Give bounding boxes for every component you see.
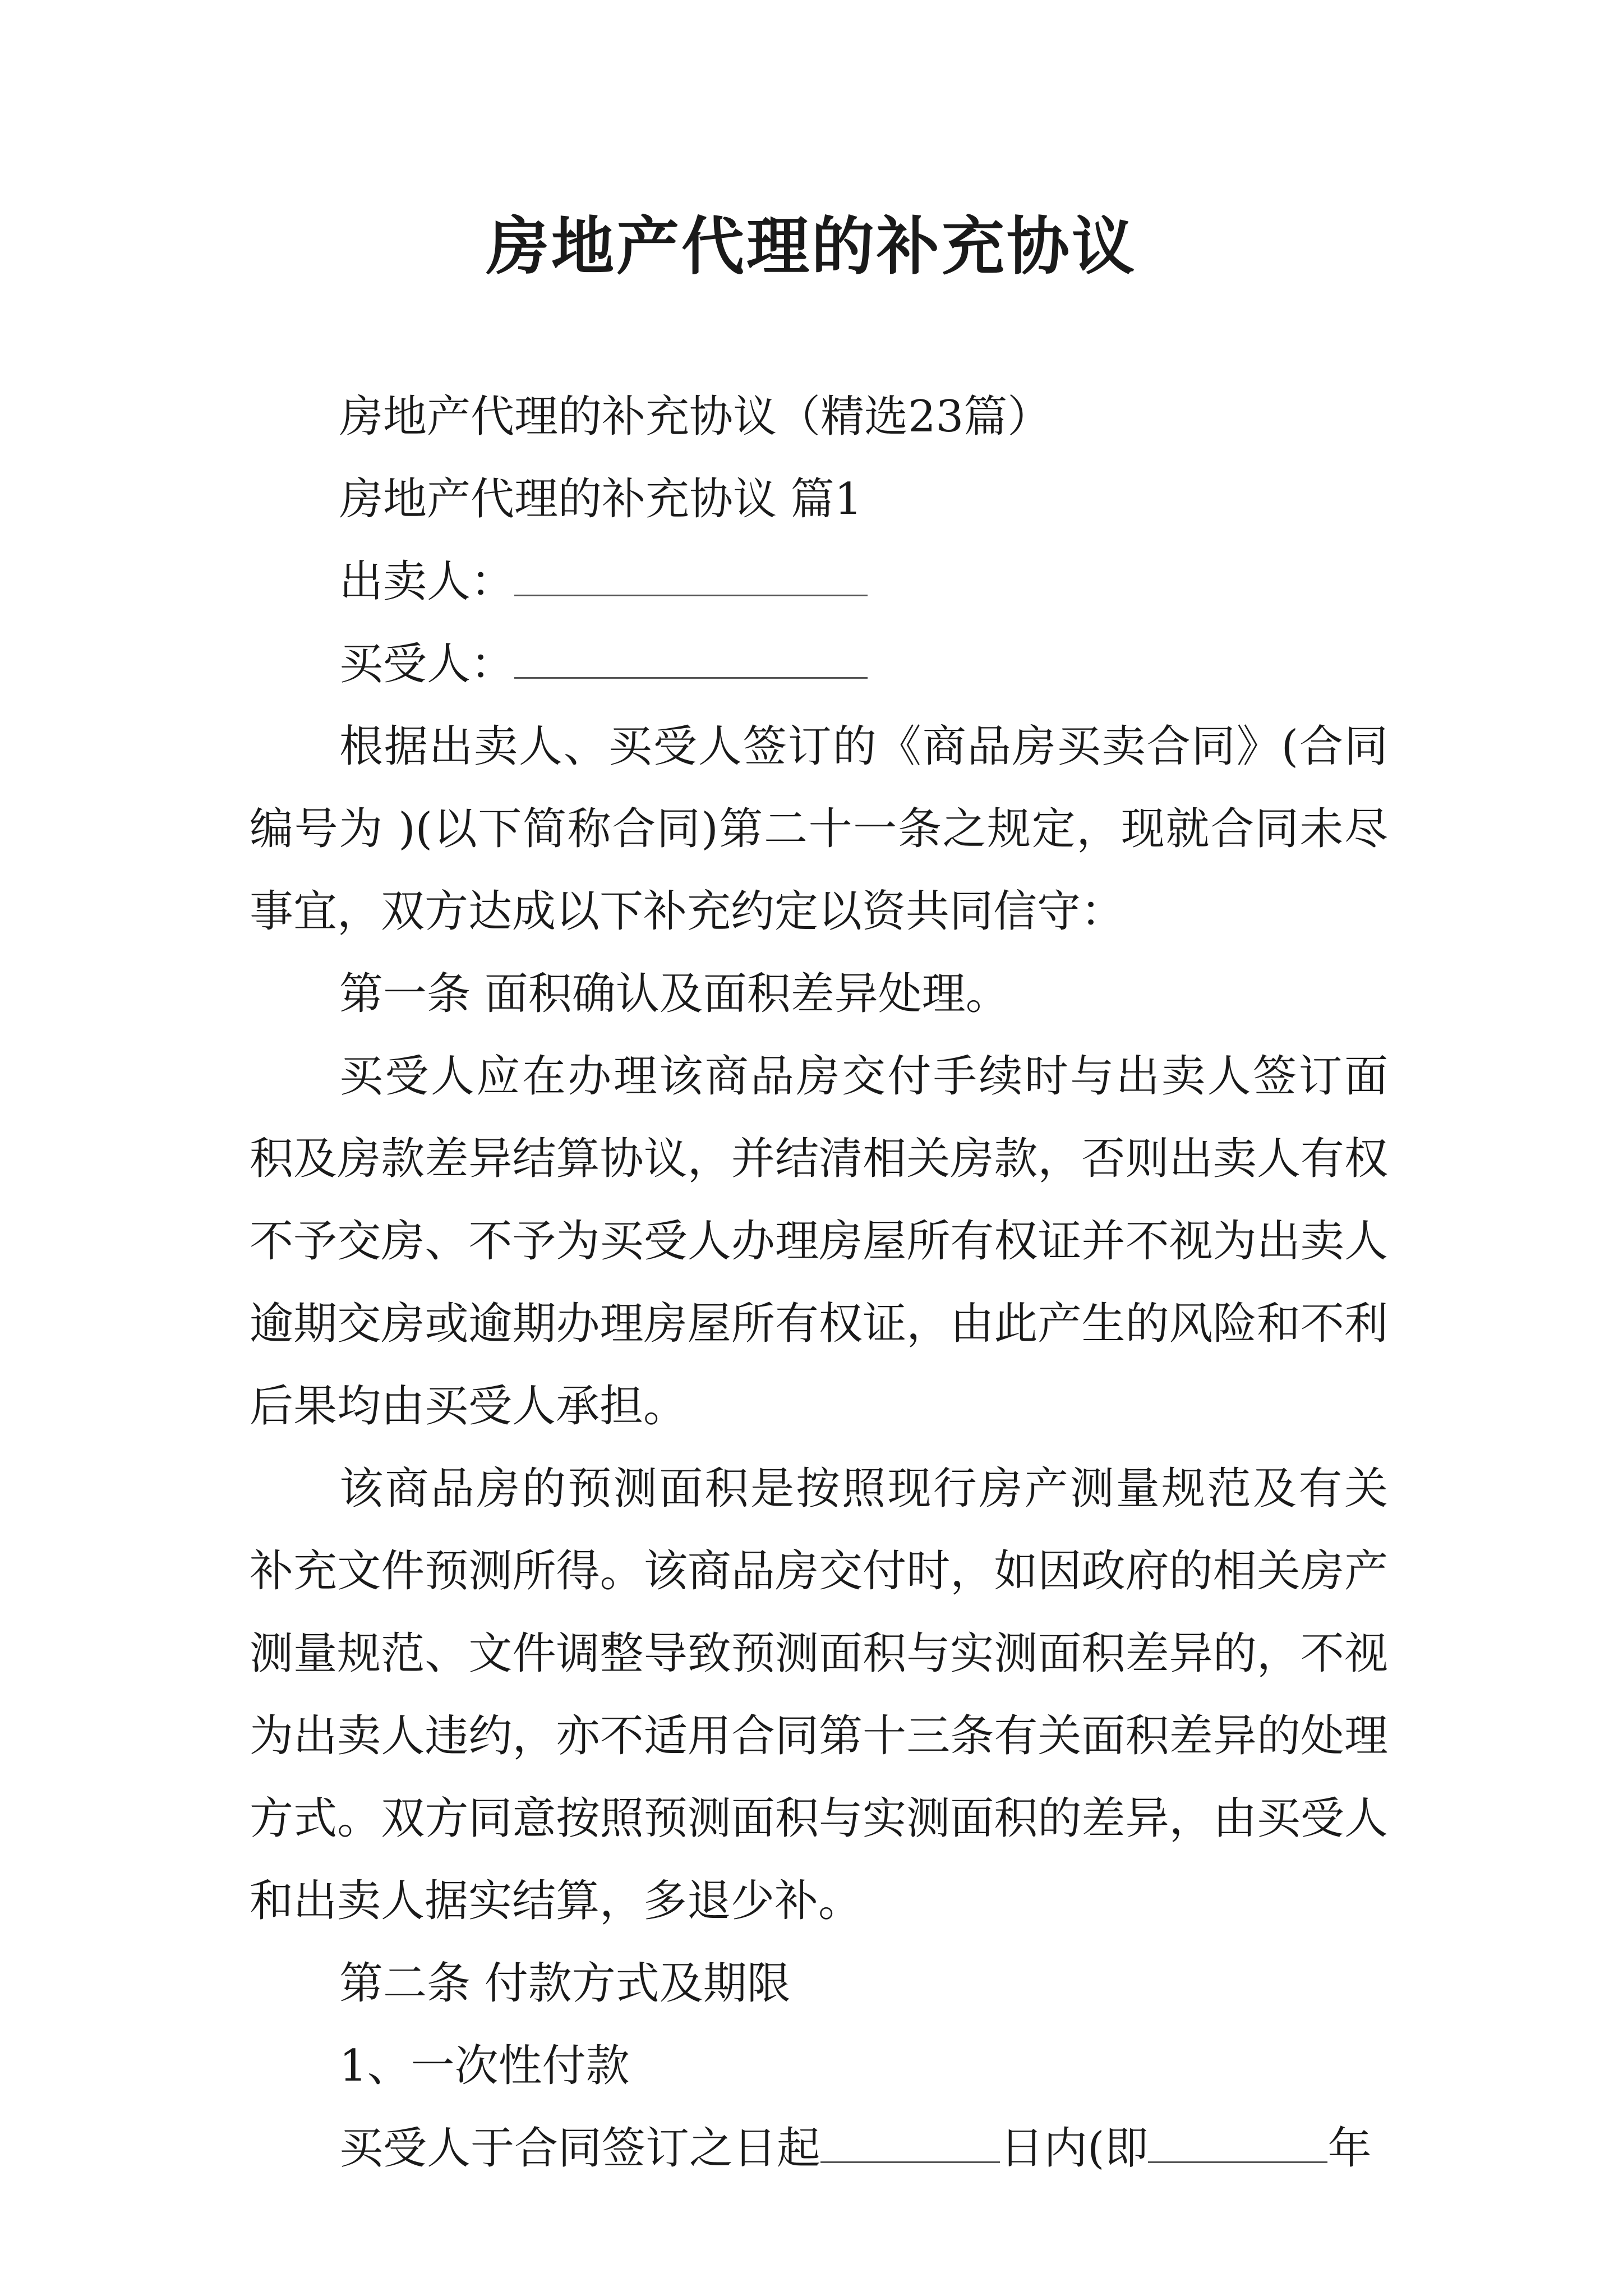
buyer-line (250, 623, 1388, 706)
item1-text-c: 年 (1327, 2123, 1372, 2174)
subtitle: 房地产代理的补充协议（精选23篇） (339, 392, 1052, 442)
seller-blank (514, 561, 868, 596)
article2-heading: 第二条 付款方式及期限 (339, 1958, 791, 2009)
chapter-heading: 房地产代理的补充协议 篇1 (339, 474, 863, 524)
year-blank (1148, 2128, 1327, 2163)
page-title: 房地产代理的补充协议 (486, 210, 1137, 283)
article1-heading: 第一条 面积确认及面积差异处理。 (339, 969, 1009, 1019)
seller-label: 出卖人： (339, 556, 515, 607)
intro-paragraph: 根据出卖人、买受人签订的《商品房买卖合同》(合同编号为 )(以下简称合同)第二十一条之规定，现就合同未尽事宜，双方达成以下补充约定以资共同信守： (250, 721, 1388, 937)
days-blank (820, 2128, 1000, 2163)
seller-line (250, 541, 1388, 623)
item1-text-a: 买受人于合同签订之日起 (339, 2123, 821, 2174)
buyer-blank (514, 643, 868, 679)
item1-heading: 1、一次性付款 (339, 2041, 630, 2091)
article1-paragraph-2: 该商品房的预测面积是按照现行房产测量规范及有关补充文件预测所得。该商品房交付时，如因政府的相关房产测量规范、文件调整导致预测面积与实测面积差异的，不视为出卖人违约，亦不适用合同第十三条有关面积差异的处理方式。双方同意按照预测面积与实测面积的差异，由买受人和出卖人据实结算，多退少补。 (250, 1464, 1388, 1926)
article1-paragraph-1: 买受人应在办理该商品房交付手续时与出卖人签订面积及房款差异结算协议，并结清相关房款，否则出卖人有权不予交房、不予为买受人办理房屋所有权证并不视为出卖人逾期交房或逾期办理房屋所有权证，由此产生的风险和不利后果均由买受人承担。 (250, 1051, 1388, 1432)
buyer-label: 买受人： (339, 639, 515, 689)
item1-line (250, 2108, 1388, 2190)
item1-text-b: 日内(即 (1000, 2123, 1149, 2174)
document-body (250, 376, 1388, 2190)
